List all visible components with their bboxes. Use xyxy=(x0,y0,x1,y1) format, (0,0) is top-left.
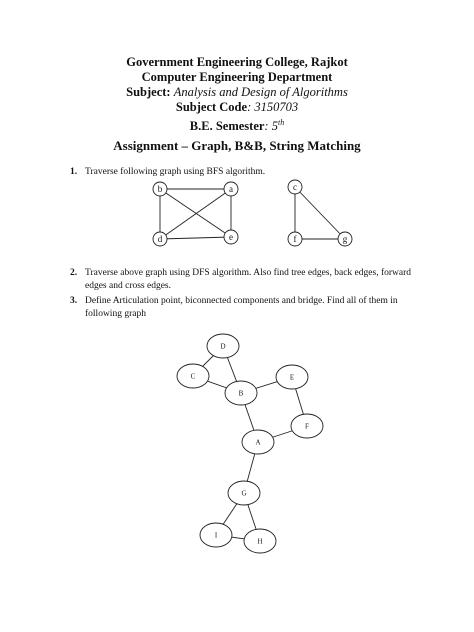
assignment-title: Assignment – Graph, B&B, String Matching xyxy=(113,138,361,153)
semester-line xyxy=(0,115,474,134)
semester-label: B.E. Semester xyxy=(189,119,265,134)
graph-2-diagram xyxy=(150,325,350,565)
edge-d-e xyxy=(160,237,231,239)
node-label: H xyxy=(257,537,263,546)
subject-code-label: Subject Code xyxy=(175,100,248,114)
question-number: 1. xyxy=(70,167,78,177)
node-label: G xyxy=(241,489,247,498)
graph-2-nodes xyxy=(177,334,323,553)
department-name: Computer Engineering Department xyxy=(141,70,333,84)
node-label: F xyxy=(305,422,309,431)
node-label: a xyxy=(229,184,233,194)
node-label: B xyxy=(238,389,244,398)
node-label: E xyxy=(289,373,295,382)
node-label: f xyxy=(293,234,297,244)
question-number: 3. xyxy=(70,296,78,306)
graph-1-labels xyxy=(158,182,348,244)
question-number: 2. xyxy=(70,268,78,278)
node-label: A xyxy=(255,438,261,447)
edge-c-g xyxy=(295,187,345,239)
node-label: b xyxy=(157,184,163,194)
node-label: c xyxy=(293,182,297,192)
graph-1-edges xyxy=(160,187,345,239)
question-text: Traverse above graph using DFS algorithm. Also find tree edges, back edges, forward edges and cross edges. xyxy=(85,268,412,291)
subject-code-value: : 3150703 xyxy=(247,100,299,114)
node-label: g xyxy=(342,234,348,244)
semester-superscript: th xyxy=(277,118,285,127)
graph-1-nodes xyxy=(153,180,352,246)
subject-value: Analysis and Design of Algorithms xyxy=(173,85,348,99)
node-label: I xyxy=(214,531,218,540)
node-label: d xyxy=(157,234,163,244)
semester-value: : 5 xyxy=(264,119,278,134)
node-label: D xyxy=(220,342,226,351)
node-label: e xyxy=(229,232,233,242)
college-name: Government Engineering College, Rajkot xyxy=(126,55,348,69)
subject-code-line xyxy=(0,100,474,115)
graph-1-diagram xyxy=(140,176,360,256)
subject-line xyxy=(0,85,474,100)
subject-label: Subject: xyxy=(126,85,171,99)
question-text: Define Articulation point, biconnected components and bridge. Find all of them in following graph xyxy=(85,296,398,319)
question-text: Traverse following graph using BFS algorithm. xyxy=(85,167,266,177)
node-label: C xyxy=(190,372,196,381)
